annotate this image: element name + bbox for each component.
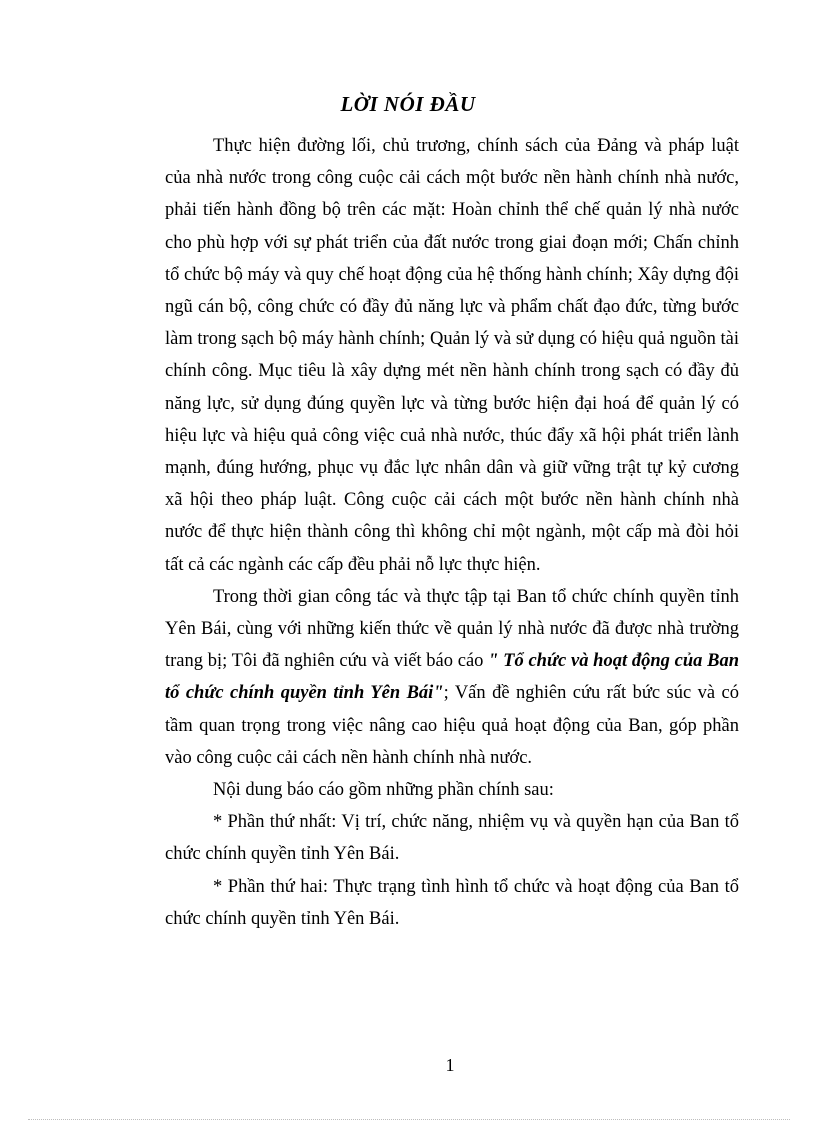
body-text [165, 130, 739, 935]
paragraph-report-text-end: ; Vấn đề nghiên cứu rất bức súc và có tầm quan trọng trong việc nâng cao hiệu quả hoạt động của Ban, góp phần vào công cuộc cải cách nền hành chính nhà nước. [165, 683, 739, 768]
page-number: 1 [445, 1055, 455, 1075]
list-item-part-2: * Phần thứ hai: Thực trạng tình hình tổ chức và hoạt động của Ban tổ chức chính quyền tỉnh Yên Bái. [165, 876, 739, 929]
paragraph-report [165, 581, 739, 774]
paragraph-report-text-start: Trong thời gian công tác và thực tập tại Ban tổ chức chính quyền tỉnh Yên Bái, cùng với những kiến thức về quản lý nhà nước đã được nhà trường trang bị; Tôi đã nghiên cứu và viết báo cáo [165, 586, 739, 672]
list-item-part-1: * Phần thứ nhất: Vị trí, chức năng, nhiệm vụ và quyền hạn của Ban tổ chức chính quyền tỉnh Yên Bái. [165, 812, 739, 865]
paragraph-contents-intro: Nội dung báo cáo gồm những phần chính sau: [213, 780, 554, 801]
footer-dotted-line [28, 1119, 790, 1120]
report-title-emphasis: " Tổ chức và hoạt động của Ban tổ chức chính quyền tỉnh Yên Bái" [165, 651, 739, 704]
paragraph-intro: Thực hiện đường lối, chủ trương, chính sách của Đảng và pháp luật của nhà nước trong công cuộc cải cách một bước nền hành chính nhà nước, phải tiến hành đồng bộ trên các mặt: Hoàn chỉnh thể chế quản lý nhà nước cho phù hợp với sự phát triển của đất nước trong giai đoạn mới; Chấn chỉnh tổ chức bộ máy và quy chế hoạt động của hệ thống hành chính; Xây dựng đội ngũ cán bộ, công chức có đầy đủ năng lực và phẩm chất đạo đức, từng bước làm trong sạch bộ máy hành chính; Quản lý và sử dụng có hiệu quả nguồn tài chính công. Mục tiêu là xây dựng mét nền hành chính trong sạch có đầy đủ năng lực, sử dụng đúng quyền lực và từng bước hiện đại hoá để quản lý có hiệu lực và hiệu quả công việc cuả nhà nước, thúc đẩy xã hội phát triển lành mạnh, đúng hướng, phục vụ đắc lực nhân dân và giữ vững trật tự kỷ cương xã hội theo pháp luật. Công cuộc cải cách một bước nền hành chính nhà nước để thực hiện thành công thì không chỉ một ngành, một cấp mà đòi hỏi tất cả các ngành các cấp đều phải nỗ lực thực hiện. [165, 136, 739, 575]
page-title: LỜI NÓI ĐẦU [340, 92, 476, 116]
